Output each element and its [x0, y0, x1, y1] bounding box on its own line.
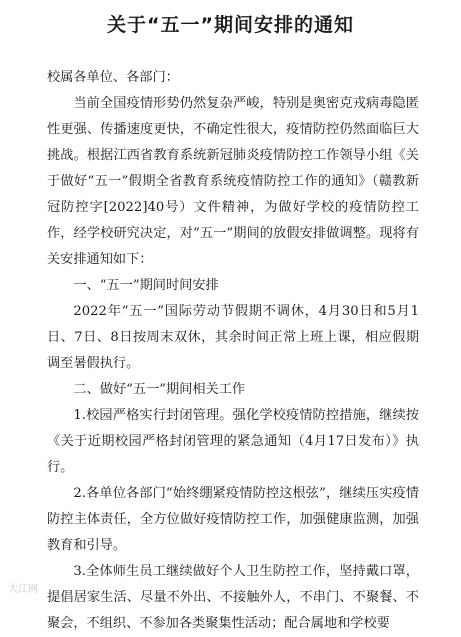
notice-body: [47, 65, 419, 637]
paragraph-intro: 当前全国疫情形势仍然复杂严峻，特别是奥密克戎病毒隐匿性更强、传播速度更快，不确定性很大，疫情防控仍然面临巨大挑战。根据江西省教育系统新冠肺炎疫情防控工作领导小组《关于做好“五一”假期全省教育系统疫情防控工作的通知》（赣教新冠防控字[2022]40号）文件精神，为做好学校的疫情防控工作，经学校研究决定，对“五一”期间的放假安排做调整。现将有关安排通知如下：: [47, 96, 419, 267]
greeting: 校属各单位、各部门：: [47, 70, 179, 85]
paragraph-item-2: 2.各单位各部门“始终绷紧疫情防控这根弦”，继续压实疫情防控主体责任，全方位做好疫情防控工作，加强健康监测，加强教育和引导。: [47, 486, 419, 553]
paragraph-schedule: 2022年“五一”国际劳动节假期不调休，4月30日和5月1日、7日、8日按周末双休，其余时间正常上班上课，相应假期调至暑假执行。: [47, 304, 419, 371]
paragraph-item-3: 3.全体师生员工继续做好个人卫生防控工作，坚持戴口罩，提倡居家生活、尽量不外出、不接触外人，不串门、不聚餐、不聚会，不组织、不参加各类聚集性活动；配合属地和学校要: [47, 564, 419, 631]
watermark: 大江网: [8, 584, 38, 595]
notice-title: 关于“五一”期间安排的通知: [107, 14, 354, 36]
section-heading-2: 二、做好“五一”期间相关工作: [73, 382, 246, 397]
paragraph-item-1: 1.校园严格实行封闭管理。强化学校疫情防控措施，继续按《关于近期校园严格封闭管理的紧急通知（4月17日发布）》执行。: [47, 408, 419, 475]
section-heading-1: 一、“五一”期间时间安排: [73, 278, 219, 293]
